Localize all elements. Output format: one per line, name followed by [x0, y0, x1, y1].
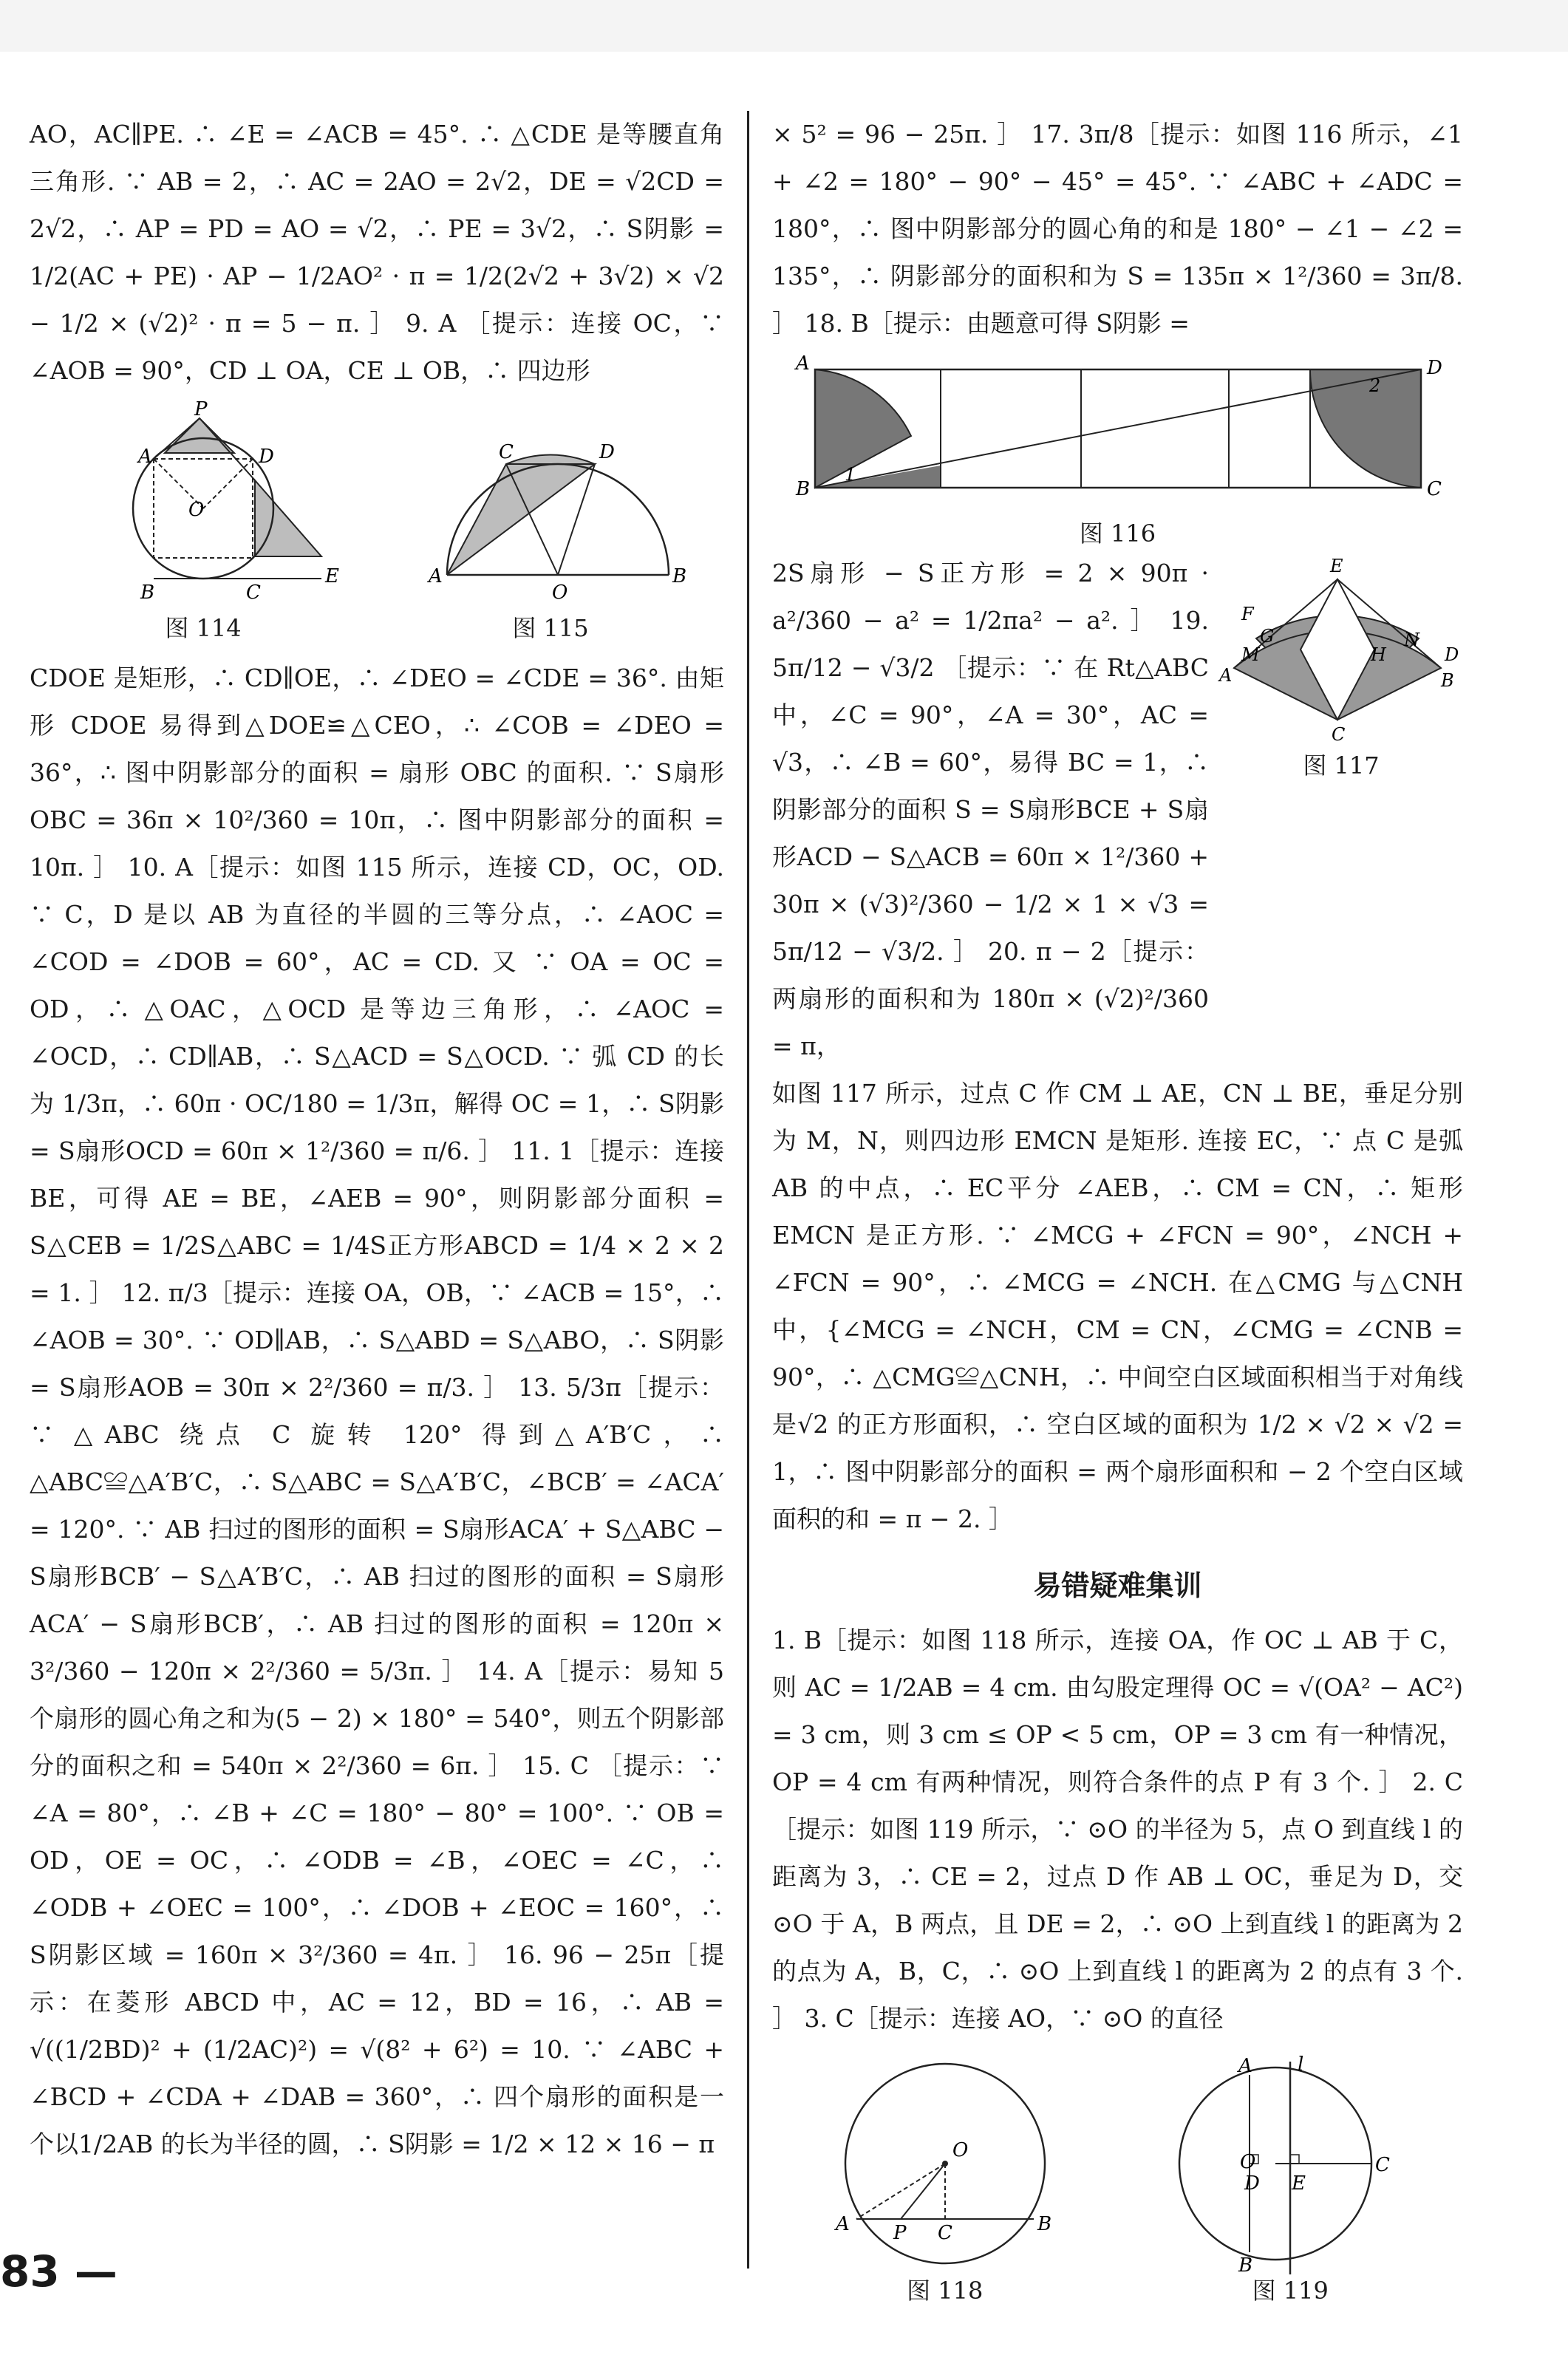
svg-text:P: P — [893, 2222, 907, 2244]
svg-text:F: F — [1241, 604, 1254, 624]
figure-117-caption: 图 117 — [1303, 751, 1380, 780]
svg-text:l: l — [1298, 2053, 1304, 2076]
page-number: 83 — — [0, 2246, 117, 2297]
right-paragraph-4: 1. B［提示：如图 118 所示，连接 OA，作 OC ⊥ AB 于 C，则 AC = 1/2AB = 4 cm. 由勾股定理得 OC = √(OA² − AC²) = 3 cm，则 3 cm ≤ OP < 5 cm，OP = 3 cm 有一种情况，OP = 4 cm 有两种情况，则符合条件的点 P 有 3 个. ］ 2. C［提示：如图 119 所示，∵ ⊙O 的半径为 5，点 O 到直线 l 的距离为 3，∴ CE = 2，过点 D 作 AB ⊥ OC，垂足为 D，交⊙O 于 A，B 两点，且 DE = 2，∴ ⊙O 上到直线 l 的距离为 2 的点为 A，B，C，∴ ⊙O 上到直线 l 的距离为 2 的点有 3 个. ］ 3. C［提示：连接 AO，∵ ⊙O 的直径 — [772, 1626, 1463, 2033]
svg-text:A: A — [429, 565, 443, 587]
svg-text:C: C — [937, 2222, 952, 2244]
figure-119-drawing — [1165, 2053, 1416, 2277]
svg-text:D: D — [599, 441, 615, 463]
svg-text:D: D — [1426, 357, 1442, 379]
column-divider — [747, 111, 749, 2269]
svg-text:B: B — [1238, 2254, 1253, 2277]
svg-text:E: E — [325, 565, 339, 587]
figure-118 — [819, 2053, 1071, 2307]
svg-text:H: H — [1371, 644, 1386, 665]
figure-115-drawing — [417, 405, 687, 612]
svg-text:E: E — [1292, 2172, 1306, 2195]
svg-text:N: N — [1404, 630, 1419, 650]
figure-115-caption: 图 115 — [512, 614, 589, 642]
figure-116-caption: 图 116 — [1079, 519, 1156, 548]
svg-text:C: C — [499, 441, 514, 463]
svg-text:O: O — [552, 582, 568, 604]
svg-text:D: D — [1244, 2172, 1261, 2195]
page-header-shade — [0, 0, 1568, 52]
svg-text:A: A — [138, 446, 152, 468]
right-paragraph-1: × 5² = 96 − 25π. ］ 17. 3π/8［提示：如图 116 所示，∠1 + ∠2 = 180° − 90° − 45° = 45°. ∵ ∠ABC + ∠ADC = 180°，∴ 图中阴影部分的圆心角的和是 180° − ∠1 − ∠2 = 135°，∴ 阴影部分的面积和为 S = 135π × 1²/360 = 3π/8. ］ 18. B［提示：由题意可得 S阴影 = — [772, 120, 1463, 338]
figure-114-caption: 图 114 — [165, 614, 242, 642]
svg-text:C: C — [1375, 2154, 1391, 2176]
figure-115 — [417, 405, 687, 644]
right-paragraph-2: 2S扇形 − S正方形 = 2 × 90π · a²/360 − a² = 1/2πa² − a². ］ 19. 5π/12 − √3/2 ［提示：∵ 在 Rt△ABC 中，∠C = 90°，∠A = 30°，AC = √3，∴ ∠B = 60°，易得 BC = 1，∴ 阴影部分的面积 S = S扇形BCE + S扇形ACD − S△ACB = 60π × 1²/360 + 30π × (√3)²/360 − 1/2 × 1 × √3 = 5π/12 − √3/2. ］ 20. π − 2［提示：两扇形的面积和为 180π × (√2)²/360 = π， — [772, 559, 1209, 1060]
svg-text:B: B — [795, 478, 810, 500]
figure-116-drawing — [793, 347, 1443, 517]
figure-116 — [772, 347, 1463, 550]
svg-text:D: D — [1445, 644, 1459, 665]
svg-text:B: B — [672, 565, 687, 587]
svg-text:D: D — [259, 446, 274, 468]
figure-row-118-119 — [772, 2053, 1463, 2307]
figure-114-drawing — [70, 398, 339, 612]
svg-text:C: C — [1426, 478, 1442, 500]
right-column — [772, 111, 1463, 2317]
svg-text:1: 1 — [844, 464, 856, 485]
svg-text:E: E — [1330, 556, 1343, 576]
figure-114 — [70, 398, 339, 644]
figure-row-114-115 — [30, 398, 724, 644]
figure-117 — [1219, 550, 1463, 782]
svg-text:B: B — [1441, 670, 1454, 691]
svg-text:O: O — [188, 499, 205, 521]
svg-text:O: O — [952, 2139, 969, 2161]
figure-119-caption: 图 119 — [1252, 2277, 1329, 2305]
figure-119 — [1165, 2053, 1416, 2307]
svg-text:G: G — [1260, 626, 1275, 647]
svg-text:A: A — [835, 2213, 850, 2235]
svg-text:2: 2 — [1368, 375, 1380, 396]
svg-text:A: A — [1238, 2055, 1253, 2077]
svg-text:A: A — [1219, 665, 1233, 686]
svg-text:C: C — [1332, 724, 1346, 745]
svg-text:B: B — [1037, 2213, 1051, 2235]
figure-117-drawing — [1219, 550, 1463, 749]
svg-text:O: O — [1240, 2151, 1256, 2173]
section-title: 易错疑难集训 — [1033, 1569, 1202, 1602]
svg-text:M: M — [1241, 644, 1260, 665]
paragraph-with-figure-117 — [772, 550, 1463, 1070]
figure-118-drawing — [819, 2053, 1071, 2274]
svg-text:C: C — [246, 582, 261, 604]
left-paragraph-1: AO，AC∥PE. ∴ ∠E = ∠ACB = 45°. ∴ △CDE 是等腰直角三角形. ∵ AB = 2，∴ AC = 2AO = 2√2，DE = √2CD = 2√2，∴ AP = PD = AO = √2，∴ PE = 3√2，∴ S阴影 = 1/2(AC + PE) · AP − 1/2AO² · π = 1/2(2√2 + 3√2) × √2 − 1/2 × (√2)² · π = 5 − π. ］ 9. A ［提示：连接 OC，∵ ∠AOB = 90°，CD ⊥ OA，CE ⊥ OB，∴ 四边形 — [30, 120, 724, 385]
svg-text:A: A — [795, 352, 810, 375]
figure-118-caption: 图 118 — [907, 2277, 984, 2305]
svg-text:P: P — [194, 398, 208, 420]
right-paragraph-3: 如图 117 所示，过点 C 作 CM ⊥ AE，CN ⊥ BE，垂足分别为 M，N，则四边形 EMCN 是矩形. 连接 EC，∵ 点 C 是弧AB 的中点，∴ EC平分 ∠AEB，∴ CM = CN，∴ 矩形 EMCN 是正方形. ∵ ∠MCG + ∠FCN = 90°，∠NCH + ∠FCN = 90°，∴ ∠MCG = ∠NCH. 在△CMG 与△CNH 中，{∠MCG = ∠NCH，CM = CN，∠CMG = ∠CNB = 90°，∴ △CMG≌△CNH，∴ 中间空白区域面积相当于对角线是√2 的正方形面积，∴ 空白区域的面积为 1/2 × √2 × √2 = 1，∴ 图中阴影部分的面积 = 两个扇形面积和 − 2 个空白区域面积的和 = π − 2. ］ — [772, 1079, 1463, 1533]
svg-text:B: B — [140, 582, 155, 604]
left-column — [30, 111, 724, 2168]
left-paragraph-2: CDOE 是矩形，∴ CD∥OE，∴ ∠DEO = ∠CDE = 36°. 由矩形 CDOE 易得到△DOE≌△CEO，∴ ∠COB = ∠DEO = 36°，∴ 图中阴影部分的面积 = 扇形 OBC 的面积. ∵ S扇形OBC = 36π × 10²/360 = 10π，∴ 图中阴影部分的面积 = 10π. ］ 10. A［提示：如图 115 所示，连接 CD，OC，OD. ∵ C，D 是以 AB 为直径的半圆的三等分点，∴ ∠AOC = ∠COD = ∠DOB = 60°，AC = CD. 又 ∵ OA = OC = OD，∴ △OAC，△OCD 是等边三角形，∴ ∠AOC = ∠OCD，∴ CD∥AB，∴ S△ACD = S△OCD. ∵ 弧 CD 的长为 1/3π，∴ 60π · OC/180 = 1/3π，解得 OC = 1，∴ S阴影 = S扇形OCD = 60π × 1²/360 = π/6. ］ 11. 1［提示：连接 BE，可得 AE = BE，∠AEB = 90°，则阴影部分面积 = S△CEB = 1/2S△ABC = 1/4S正方形ABCD = 1/4 × 2 × 2 = 1. ］ 12. π/3［提示：连接 OA，OB，∵ ∠ACB = 15°，∴ ∠AOB = 30°. ∵ OD∥AB，∴ S△ABD = S△ABO，∴ S阴影 = S扇形AOB = 30π × 2²/360 = π/3. ］ 13. 5/3π［提示：∵ △ABC 绕点 C 旋转 120° 得到△A′B′C，∴ △ABC≌△A′B′C，∴ S△ABC = S△A′B′C，∠BCB′ = ∠ACA′ = 120°. ∵ AB 扫过的图形的面积 = S扇形ACA′ + S△ABC − S扇形BCB′ − S△A′B′C，∴ AB 扫过的图形的面积 = S扇形ACA′ − S扇形BCB′，∴ AB 扫过的图形的面积 = 120π × 3²/360 − 120π × 2²/360 = 5/3π. ］ 14. A［提示：易知 5 个扇形的圆心角之和为(5 − 2) × 180° = 540°，则五个阴影部分的面积之和 = 540π × 2²/360 = 6π. ］ 15. C ［提示：∵ ∠A = 80°，∴ ∠B + ∠C = 180° − 80° = 100°. ∵ OB = OD，OE = OC，∴ ∠ODB = ∠B，∠OEC = ∠C，∴ ∠ODB + ∠OEC = 100°，∴ ∠DOB + ∠EOC = 160°，∴ S阴影区域 = 160π × 3²/360 = 4π. ］ 16. 96 − 25π［提示：在菱形 ABCD 中，AC = 12，BD = 16，∴ AB = √((1/2BD)² + (1/2AC)²) = √(8² + 6²) = 10. ∵ ∠ABC + ∠BCD + ∠CDA + ∠DAB = 360°，∴ 四个扇形的面积是一个以1/2AB 的长为半径的圆，∴ S阴影 = 1/2 × 12 × 16 − π — [30, 664, 724, 2158]
